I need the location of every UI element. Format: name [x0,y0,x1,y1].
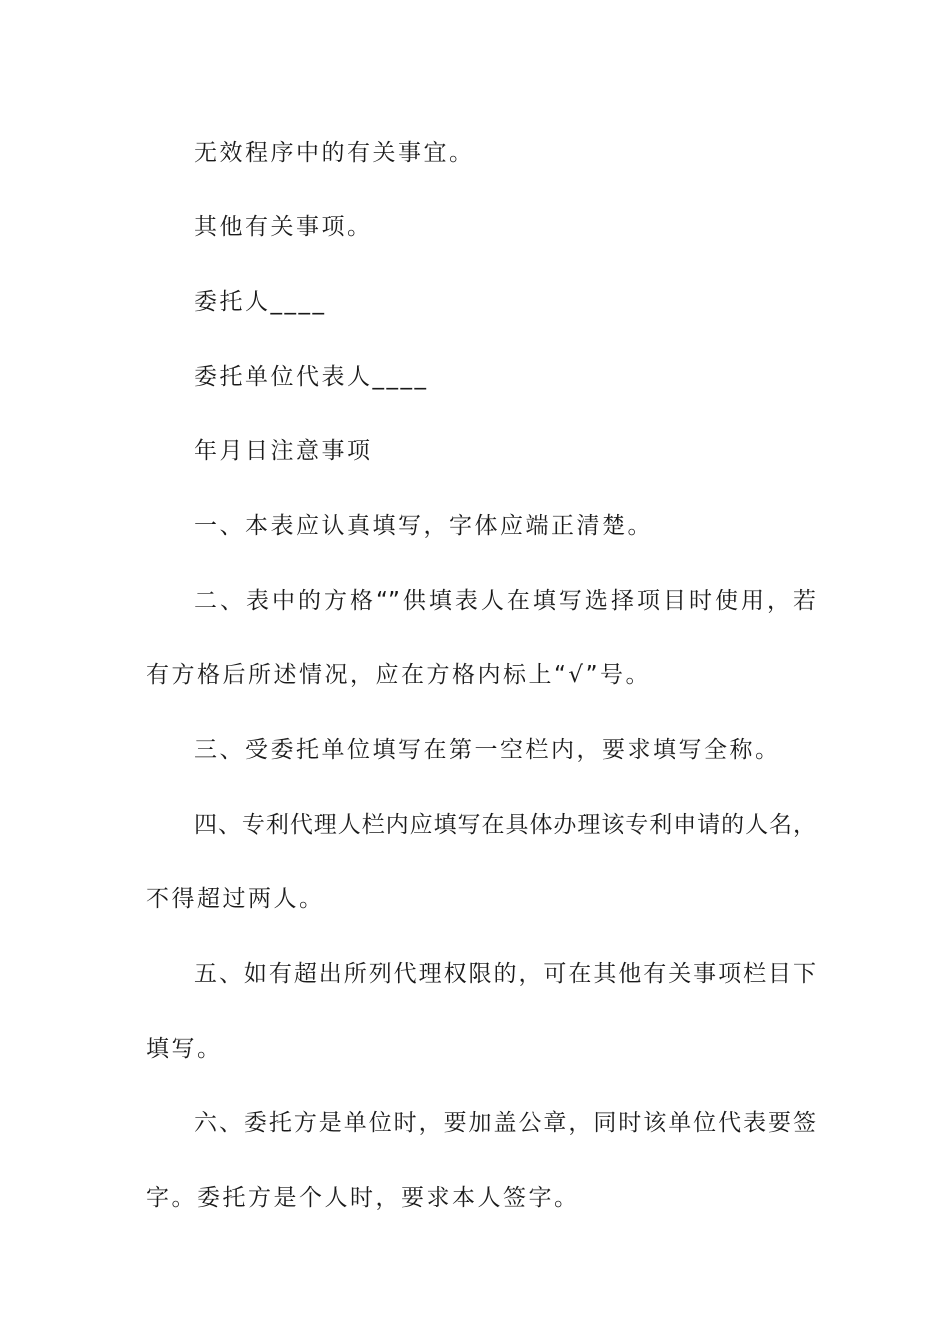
text-line-11: 不得超过两人。 [146,886,325,912]
text-line-1: 无效程序中的有关事宜。 [194,140,475,166]
text-line-14: 六、委托方是单位时，要加盖公章，同时该单位代表要签 [194,1110,816,1136]
text-line-7: 二、表中的方格“”供填表人在填写选择项目时使用，若 [194,588,816,614]
text-line-15: 字。委托方是个人时，要求本人签字。 [146,1185,580,1211]
text-line-3: 委托人____ [194,289,327,315]
text-line-8: 有方格后所述情况，应在方格内标上“√”号。 [146,662,651,688]
text-line-9: 三、受委托单位填写在第一空栏内，要求填写全称。 [194,737,781,763]
text-line-10: 四、专利代理人栏内应填写在具体办理该专利申请的人名， [194,812,816,838]
text-line-5: 年月日注意事项 [194,438,373,464]
text-line-4: 委托单位代表人____ [194,364,429,390]
text-line-12: 五、如有超出所列代理权限的，可在其他有关事项栏目下 [194,961,816,987]
text-line-6: 一、本表应认真填写，字体应端正清楚。 [194,513,653,539]
text-line-13: 填写。 [146,1036,223,1062]
text-line-2: 其他有关事项。 [194,214,373,240]
